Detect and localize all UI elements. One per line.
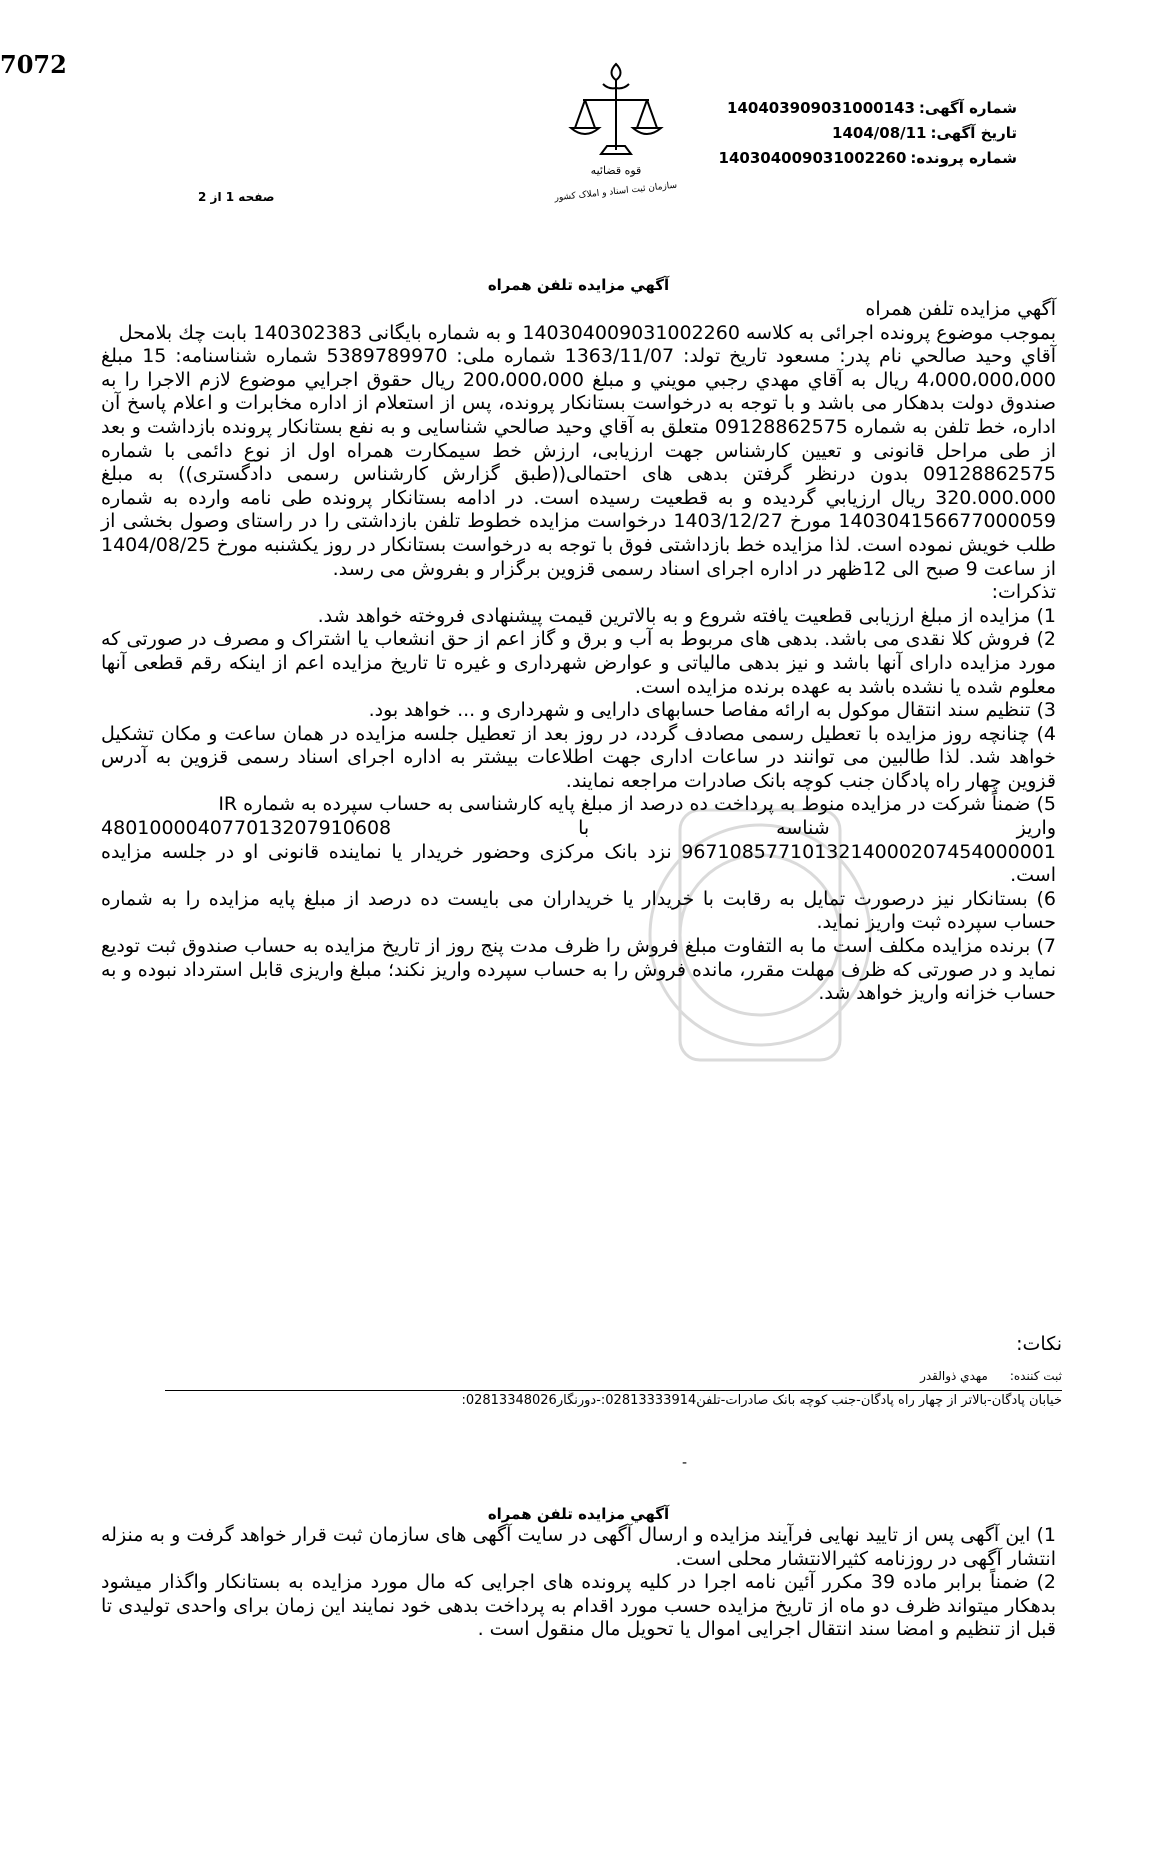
- judiciary-emblem-icon: [554, 58, 678, 208]
- reminder-item-7: 7) برنده مزايده مكلف است ما به التفاوت مبلغ فروش را ظرف مدت پنج روز از تاريخ مزايده به حساب صندوق ثبت توديع نمايد و در صورتی كه ظرف مهلت مقرر، مانده فروش را به حساب سپرده واريز نكند؛ مبلغ واريزی قابل استرداد نبوده و به حساب خزانه واريز خواهد شد.: [101, 935, 1056, 1005]
- notice-title: آگهي مزايده تلفن همراه: [487, 276, 670, 294]
- reminder-item-1: 1) مزايده از مبلغ ارزيابی قطعيت يافته شروع و به بالاترين قيمت پيشنهادی فروخته خواهد شد.: [317, 604, 1056, 627]
- divider: [165, 1390, 1062, 1391]
- ad-date-label: تاریخ آگهی:: [930, 124, 1017, 142]
- item5-word-id: شناسه: [776, 817, 830, 840]
- notice-body: [101, 298, 1056, 1006]
- reminder-item-5-line-1: 5) ضمناً شركت در مزايده منوط به پرداخت ده درصد از مبلغ پايه كارشناسی به حساب سپرده به شماره IR: [218, 793, 1056, 816]
- separator-mark: -: [682, 1455, 688, 1471]
- extra-item-2: 2) ضمناً برابر ماده 39 مكرر آئين نامه اجرا در كليه پرونده های اجرايی كه مال مورد مزايده به بستانكار واگذار ميشود بدهكار ميتواند ظرف دو ماه از تاريخ مزايده حسب مورد اقدام به پرداخت بدهی خود نمايند اين زمان برای واحدی توليدی تا قبل از تنظيم و امضا سند انتقال اجرايی اموال يا تحويل مال منقول است .: [101, 1571, 1056, 1641]
- reminder-item-5-line-2: [101, 817, 1056, 841]
- item5-word-with: با: [578, 817, 590, 840]
- emblem-line-1: قوه قضائیه: [590, 164, 642, 177]
- ad-number: 140403909031000143: [727, 99, 915, 117]
- notes-heading: نکات:: [1016, 1333, 1062, 1355]
- item5-iban: 480100004077013207910608: [101, 817, 392, 840]
- page-number: صفحه 1 از 2: [198, 190, 275, 204]
- reminder-item-3: 3) تنظيم سند انتقال موکول به ارائه مفاصا حسابهای دارايی و شهرداری و ... خواهد بود.: [368, 699, 1056, 722]
- ad-date: 1404/08/11: [832, 124, 927, 142]
- reminders-heading: تذکرات:: [991, 581, 1056, 604]
- extra-body: [101, 1524, 1056, 1642]
- reminder-item-2: 2) فروش كلا نقدی می باشد. بدهی های مربوط به آب و برق و گاز اعم از حق انشعاب يا اشتراک و مصرف در صورتی كه مورد مزايده دارای آنها باشد و نيز بدهی مالياتی و عوارض شهرداری و غيره تا تاريخ مزايده اعم از اينكه رقم قطعی آنها معلوم شده يا نشده باشد به عهده برنده مزايده است.: [101, 628, 1056, 698]
- registrar-line: [920, 1369, 1062, 1383]
- office-address: خيابان پادگان-بالاتر از چهار راه پادگان-جنب كوچه بانک صادرات-تلفن02813333914:-دورنگار02813348026:: [461, 1393, 1062, 1408]
- reminder-item-6: 6) بستانكار نيز درصورت تمايل به رقابت با خريدار يا خريداران می بايست ده درصد از مبلغ پايه مزايده را به شماره حساب سپرده ثبت واريز نمايد.: [101, 887, 1056, 934]
- extra-item-1: 1) اين آگهی پس از تاييد نهايی فرآيند مزايده و ارسال آگهی در سايت آگهی های سازمان ثبت قرار خواهد گرفت و به منزله انتشار آگهی در روزنامه كثيرالانتشار محلی است.: [101, 1524, 1056, 1570]
- emblem-line-2: سازمان ثبت اسناد و املاک کشور: [554, 180, 678, 204]
- item5-word-deposit: واريز: [1016, 817, 1056, 840]
- registrar-label: ثبت کننده:: [1009, 1369, 1062, 1383]
- body-paragraph-1: بموجب موضوع پرونده اجرائی به کلاسه 140304009031002260 و به شماره بایگانی 140302383 بابت چك بلامحل: [118, 321, 1056, 344]
- reminder-item-5-line-3: 9671085771013214000207454000001 نزد بانک مرکزی وحضور خريدار يا نماينده قانونی او در جلسه مزايده است.: [101, 840, 1056, 887]
- case-number-label: شماره پرونده:: [910, 149, 1017, 167]
- ad-number-line: [727, 99, 1017, 117]
- case-number: 140304009031002260: [718, 149, 907, 167]
- ad-number-label: شماره آگهی:: [918, 99, 1017, 117]
- registrar-name: مهدي ذوالقدر: [920, 1369, 988, 1383]
- case-number-line: [719, 149, 1017, 167]
- ad-date-line: [832, 124, 1017, 142]
- document-code: 7072: [0, 50, 67, 79]
- reminder-item-4: 4) چنانچه روز مزايده با تعطيل رسمی مصادف گردد، در روز بعد از تعطيل جلسه مزايده در همان ساعت و مكان تشكيل خواهد شد. لذا طالبين می توانند در ساعات اداری جهت اطلاعات بيشتر به اداره اجرای اسناد رسمی قزوين به آدرس قزوين چهار راه پادگان جنب كوچه بانک صادرات مراجعه نمايند.: [101, 722, 1056, 792]
- extra-title: آگهي مزايده تلفن همراه: [487, 1505, 670, 1523]
- body-heading: آگهي مزايده تلفن همراه: [865, 298, 1056, 320]
- body-paragraph-2: آقاي وحيد صالحي نام پدر: مسعود تاريخ تولد: 1363/11/07 شماره ملی: 5389789970 شماره شناسنامه: 15 مبلغ 4،000،000،000 ريال به آقاي مهدي رجبي مويني و مبلغ 200،000،000 ريال حقوق اجرايي موضوع لازم الاجرا را به صندوق دولت بدهکار می باشد و با توجه به درخواست بستانكار پرونده، پس از استعلام از اداره مخابرات و اعلام پاسخ آن اداره، خط تلفن به شماره 09128862575 متعلق به آقاي وحيد صالحي شناسايی و به نفع بستانکار پرونده بازداشت و بعد از طی مراحل قانونی و تعيين كارشناس جهت ارزيابی، ارزش خط سيمكارت همراه اول از نوع دائمی با شماره 09128862575 بدون درنظر گرفتن بدهی های احتمالی((طبق گزارش كارشناس رسمی دادگستری)) به مبلغ 320.000.000 ريال ارزيابي گرديده و به قطعيت رسيده است. در ادامه بستانكار پرونده طی نامه وارده به شماره 140304156677000059 مورخ 1403/12/27 درخواست مزايده خطوط تلفن بازداشتی را در راستای وصول بخشی از طلب خويش نموده است. لذا مزايده خط بازداشتی فوق با توجه به درخواست بستانكار در روز يكشنبه مورخ 1404/08/25 از ساعت 9 صبح الی 12ظهر در اداره اجرای اسناد رسمی قزوين برگزار و بفروش می رسد.: [101, 345, 1056, 580]
